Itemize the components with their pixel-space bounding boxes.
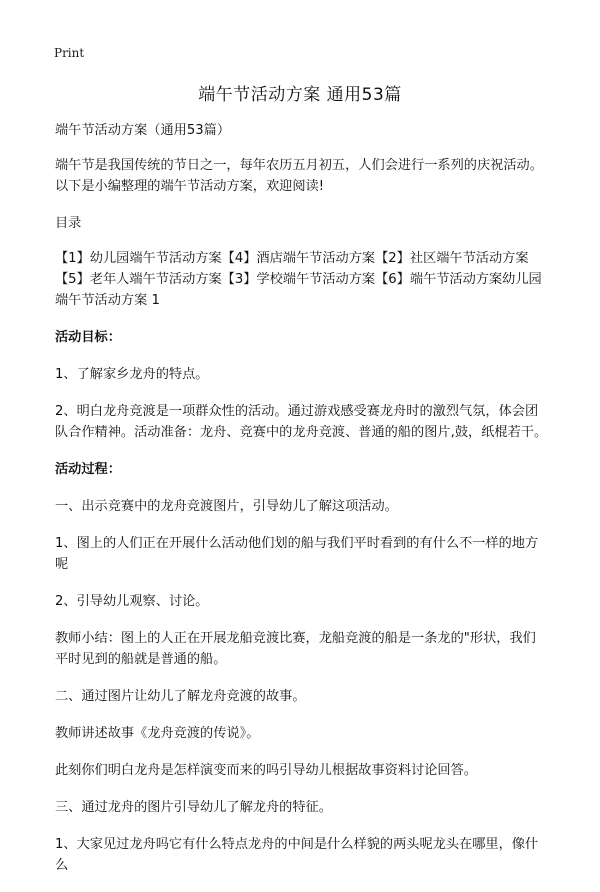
process-question: 2、引导幼儿观察、讨论。	[55, 594, 209, 609]
table-of-contents: 【1】幼儿园端午节活动方案【4】酒店端午节活动方案【2】社区端午节活动方案【5】老年人端午节活动方案【3】学校端午节活动方案【6】端午节活动方案幼儿园端午节活动方案 1	[55, 251, 542, 308]
teacher-summary: 教师小结：图上的人正在开展龙船竞渡比赛，龙船竞渡的船是一条龙的"形状，我们平时见到的船就是普通的船。	[55, 631, 536, 667]
process-question: 1、大家见过龙舟吗它有什么特点龙舟的中间是什么样貌的两头呢龙头在哪里，像什么	[55, 837, 539, 873]
process-step: 二、通过图片让幼儿了解龙舟竞渡的故事。	[55, 689, 306, 704]
process-step: 三、通过龙舟的图片引导幼儿了解龙舟的特征。	[55, 800, 332, 815]
intro-paragraph: 端午节是我国传统的节日之一，每年农历五月初五，人们会进行一系列的庆祝活动。以下是小编整理的端午节活动方案，欢迎阅读!	[55, 158, 543, 194]
goal-item: 1、了解家乡龙舟的特点。	[55, 367, 209, 382]
story-paragraph: 教师讲述故事《龙舟竞渡的传说》。	[55, 726, 260, 741]
process-question: 1、图上的人们正在开展什么活动他们划的船与我们平时看到的有什么不一样的地方呢	[55, 536, 539, 572]
page-title: 端午节活动方案 通用53篇	[198, 85, 402, 105]
document-body	[55, 120, 548, 892]
goal-item: 2、明白龙舟竞渡是一项群众性的活动。通过游戏感受赛龙舟时的激烈气氛，体会团队合作精神。活动准备：龙舟、竞赛中的龙舟竞渡、普通的船的图片,鼓，纸棍若干。	[55, 404, 548, 440]
section-heading-process: 活动过程：	[55, 462, 121, 477]
section-heading-goals: 活动目标：	[55, 330, 121, 345]
document-subtitle: 端午节活动方案（通用53篇）	[55, 123, 231, 138]
process-step: 一、出示竞赛中的龙舟竞渡图片，引导幼儿了解这项活动。	[55, 499, 398, 514]
discussion-paragraph: 此刻你们明白龙舟是怎样演变而来的吗引导幼儿根据故事资料讨论回答。	[55, 763, 477, 778]
print-link[interactable]: Print	[54, 46, 85, 60]
toc-label: 目录	[55, 216, 82, 231]
